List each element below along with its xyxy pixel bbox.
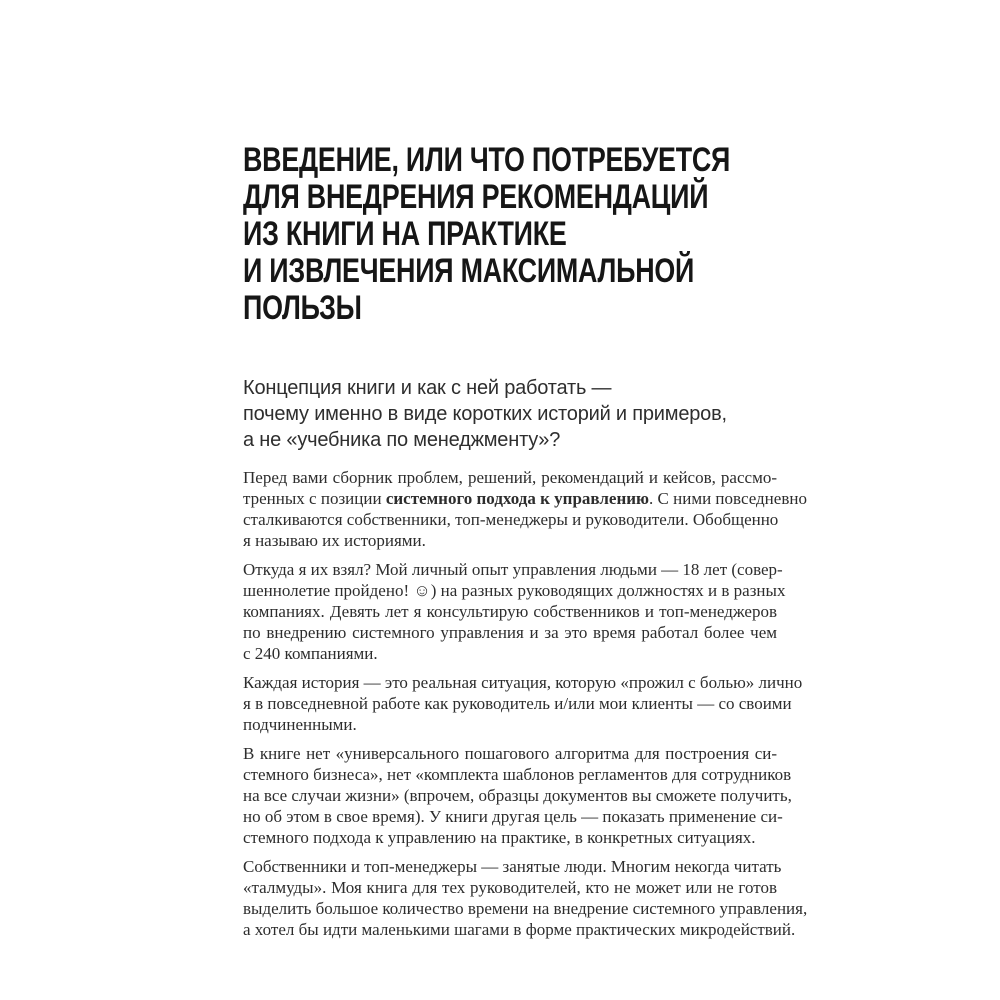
text-line: с 240 компаниями. bbox=[243, 644, 378, 663]
text-line: а хотел бы идти маленькими шагами в форме практических микродействий. bbox=[243, 920, 796, 939]
text-line: ПОЛЬЗЫ bbox=[243, 289, 362, 327]
body-paragraph bbox=[243, 672, 803, 735]
text-line: ВВЕДЕНИЕ, ИЛИ ЧТО ПОТРЕБУЕТСЯ bbox=[243, 141, 731, 179]
text-line: стемного бизнеса», нет «комплекта шаблонов регламентов для сотрудников bbox=[243, 765, 792, 784]
text-line: выделить большое количество времени на внедрение системного управления, bbox=[243, 899, 808, 918]
text-line: по внедрению системного управления и за это время работал более чем bbox=[243, 623, 777, 642]
body-paragraph bbox=[243, 856, 808, 940]
text-column bbox=[243, 0, 808, 948]
text-line: почему именно в виде коротких историй и примеров, bbox=[243, 403, 727, 425]
text-line: тренных с позиции системного подхода к управлению. С ними повседневно bbox=[243, 489, 807, 508]
body-paragraph bbox=[243, 559, 786, 664]
text-line: стемного подхода к управлению на практике, в конкретных ситуациях. bbox=[243, 828, 756, 847]
text-line: но об этом в свое время). У книги другая цель — показать применение си- bbox=[243, 807, 783, 826]
text-line: ИЗ КНИГИ НА ПРАКТИКЕ bbox=[243, 215, 567, 253]
body-paragraph bbox=[243, 467, 807, 551]
text-line: шеннолетие пройдено! ☺) на разных руководящих должностях и в разных bbox=[243, 581, 786, 600]
page-title bbox=[243, 141, 731, 327]
text-line: Каждая история — это реальная ситуация, которую «прожил с болью» лично bbox=[243, 673, 803, 692]
text-line: Откуда я их взял? Мой личный опыт управления людьми — 18 лет (совер- bbox=[243, 560, 783, 579]
text-line: Перед вами сборник проблем, решений, рекомендаций и кейсов, рассмо- bbox=[243, 468, 777, 487]
text-line: я в повседневной работе как руководитель и/или мои клиенты — со своими bbox=[243, 694, 792, 713]
text-line: на все случаи жизни» (впрочем, образцы документов вы сможете получить, bbox=[243, 786, 792, 805]
text-line: Собственники и топ-менеджеры — занятые люди. Многим некогда читать bbox=[243, 857, 782, 876]
body-paragraph bbox=[243, 743, 792, 848]
text-line: И ИЗВЛЕЧЕНИЯ МАКСИМАЛЬНОЙ bbox=[243, 252, 695, 290]
text-line: я называю их историями. bbox=[243, 531, 426, 550]
text-line: сталкиваются собственники, топ-менеджеры и руководители. Обобщенно bbox=[243, 510, 779, 529]
text-line: ДЛЯ ВНЕДРЕНИЯ РЕКОМЕНДАЦИЙ bbox=[243, 178, 709, 216]
text-line: «талмуды». Моя книга для тех руководителей, кто не может или не готов bbox=[243, 878, 777, 897]
text-line: компаниях. Девять лет я консультирую собственников и топ-менеджеров bbox=[243, 602, 777, 621]
text-line: Концепция книги и как с ней работать — bbox=[243, 377, 612, 399]
text-line: подчиненными. bbox=[243, 715, 357, 734]
text-line: а не «учебника по менеджменту»? bbox=[243, 429, 561, 451]
body-paragraphs bbox=[243, 467, 808, 940]
section-subtitle bbox=[243, 375, 777, 453]
text-line: В книге нет «универсального пошагового алгоритма для построения си- bbox=[243, 744, 777, 763]
